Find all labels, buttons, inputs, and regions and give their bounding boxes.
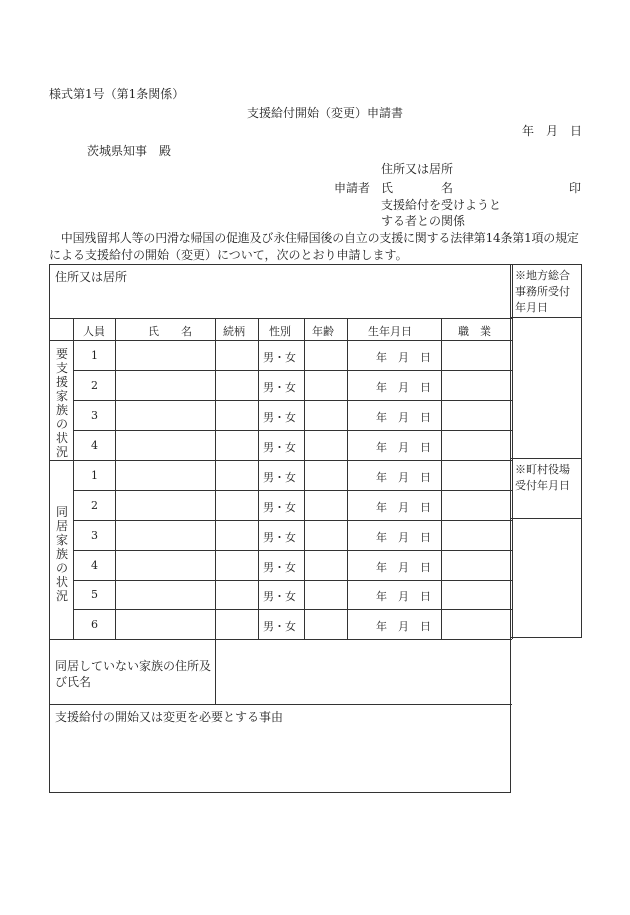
col-gender: 性別: [269, 325, 291, 338]
applicant-label: 申請者: [334, 181, 371, 195]
applicant-address-label: 住所又は居所: [381, 162, 454, 176]
group-cohabiting-family-label: 同居家族の状況: [55, 505, 68, 603]
row-number: 2: [91, 379, 98, 392]
statement-line-2: による支援給付の開始（変更）について，次のとおり申請します。: [49, 248, 408, 262]
gender-choice[interactable]: 男・女: [263, 441, 296, 454]
address-label: 住所又は居所: [55, 270, 128, 284]
seal-mark: 印: [569, 181, 582, 195]
stamp1-label-1: ※地方総合: [515, 269, 570, 282]
birthdate-field[interactable]: 年 月 日: [376, 351, 431, 364]
non-cohabiting-label-2: び氏名: [55, 675, 92, 689]
regional-office-stamp-area[interactable]: [511, 317, 582, 459]
gender-choice[interactable]: 男・女: [263, 620, 296, 633]
applicant-relation-label-1: 支援給付を受けようと: [381, 198, 502, 212]
gender-choice[interactable]: 男・女: [263, 590, 296, 603]
birthdate-field[interactable]: 年 月 日: [376, 441, 431, 454]
col-members: 人員: [83, 325, 105, 338]
col-birthdate: 生年月日: [368, 325, 412, 338]
stamp2-label-2: 受付年月日: [515, 479, 570, 492]
gender-choice[interactable]: 男・女: [263, 561, 296, 574]
reason-field[interactable]: [55, 727, 505, 789]
reason-label: 支援給付の開始又は変更を必要とする事由: [55, 710, 284, 724]
col-occupation: 職 業: [458, 325, 491, 338]
row-number: 4: [91, 559, 98, 572]
row-number: 6: [91, 618, 98, 631]
row-number: 4: [91, 439, 98, 452]
col-relation: 続柄: [223, 325, 245, 338]
stamp1-label-3: 年月日: [515, 301, 548, 314]
town-office-stamp-area[interactable]: [511, 519, 582, 638]
birthdate-field[interactable]: 年 月 日: [376, 531, 431, 544]
form-number: 様式第1号（第1条関係）: [49, 87, 185, 101]
col-age: 年齢: [312, 325, 334, 338]
gender-choice[interactable]: 男・女: [263, 531, 296, 544]
applicant-name-label: 氏 名: [381, 181, 454, 195]
row-number: 1: [91, 469, 98, 482]
group-support-family-label: 要支援家族の状況: [55, 347, 68, 459]
birthdate-field[interactable]: 年 月 日: [376, 501, 431, 514]
gender-choice[interactable]: 男・女: [263, 411, 296, 424]
birthdate-field[interactable]: 年 月 日: [376, 381, 431, 394]
application-table: [49, 264, 511, 793]
non-cohabiting-label-1: 同居していない家族の住所及: [55, 659, 212, 673]
row-number: 3: [91, 409, 98, 422]
row-number: 1: [91, 349, 98, 362]
gender-choice[interactable]: 男・女: [263, 471, 296, 484]
birthdate-field[interactable]: 年 月 日: [376, 471, 431, 484]
gender-choice[interactable]: 男・女: [263, 351, 296, 364]
row-number: 3: [91, 529, 98, 542]
birthdate-field[interactable]: 年 月 日: [376, 561, 431, 574]
gender-choice[interactable]: 男・女: [263, 381, 296, 394]
birthdate-field[interactable]: 年 月 日: [376, 590, 431, 603]
birthdate-field[interactable]: 年 月 日: [376, 620, 431, 633]
form-title: 支援給付開始（変更）申請書: [247, 106, 404, 120]
applicant-relation-label-2: する者との関係: [381, 214, 466, 228]
stamp2-label-1: ※町村役場: [515, 463, 570, 476]
date-field: 年 月 日: [522, 124, 583, 138]
stamp1-label-2: 事務所受付: [515, 285, 570, 298]
non-cohabiting-field[interactable]: [220, 643, 508, 701]
row-number: 5: [91, 588, 98, 601]
statement-line-1: 中国残留邦人等の円滑な帰国の促進及び永住帰国後の自立の支援に関する法律第14条第1項の規定: [49, 231, 579, 245]
addressee: 茨城県知事 殿: [87, 144, 172, 158]
col-name: 氏 名: [148, 325, 192, 338]
address-field[interactable]: [73, 285, 503, 315]
gender-choice[interactable]: 男・女: [263, 501, 296, 514]
birthdate-field[interactable]: 年 月 日: [376, 411, 431, 424]
row-number: 2: [91, 499, 98, 512]
